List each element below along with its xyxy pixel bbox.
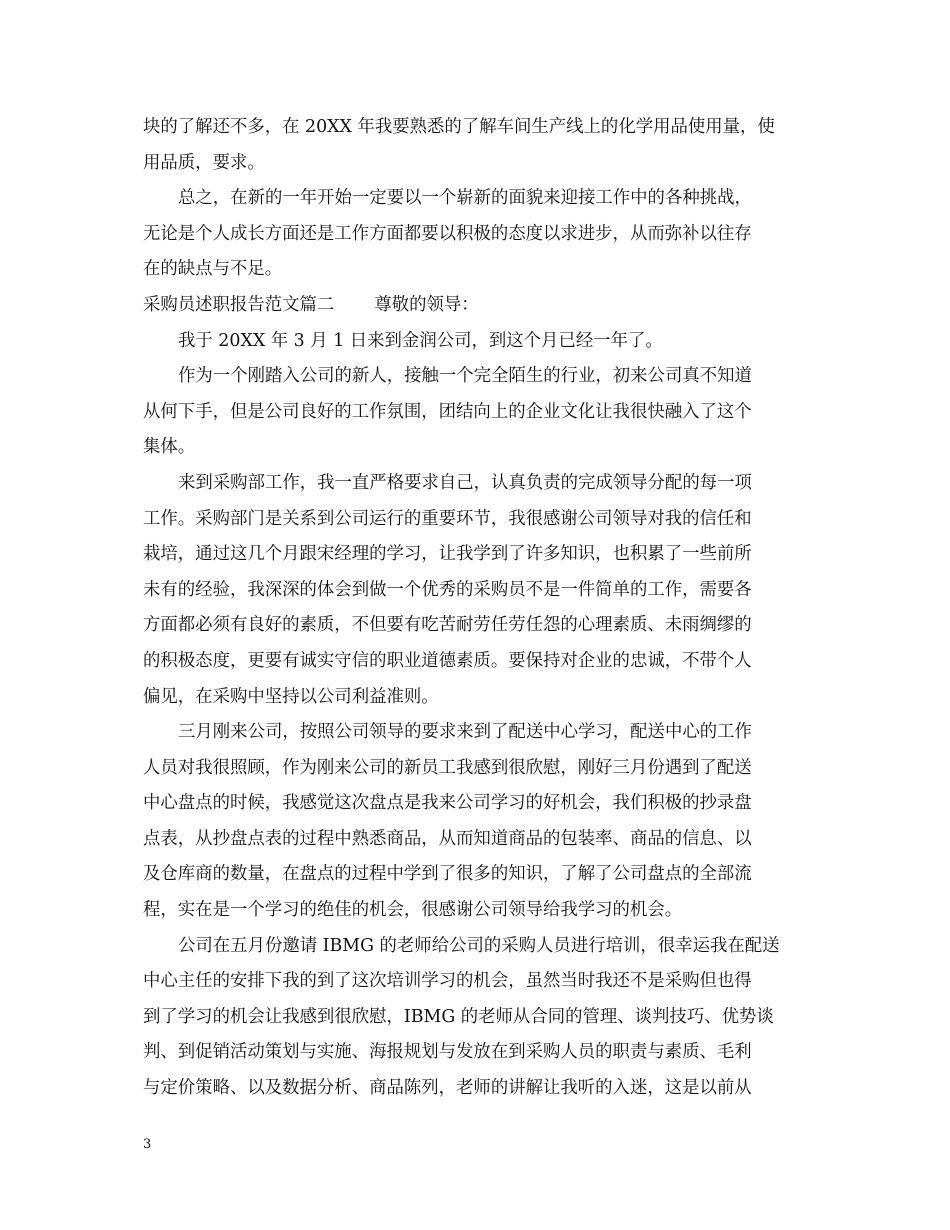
paragraph-line: 在的缺点与不足。: [143, 259, 283, 280]
paragraph-line: 集体。: [143, 437, 196, 458]
paragraph-line: 的积极态度，更要有诚实守信的职业道德素质。要保持对企业的忠诚，不带个人: [143, 650, 752, 671]
paragraph-line: 我于 20XX 年 3 月 1 日来到金润公司，到这个月已经一年了。: [178, 330, 663, 351]
paragraph-line: 用品质，要求。: [143, 152, 265, 173]
paragraph-line: 判、到促销活动策划与实施、海报规划与发放在到采购人员的职责与素质、毛利: [143, 1042, 752, 1063]
paragraph-line: 偏见，在采购中坚持以公司利益准则。: [143, 686, 439, 707]
paragraph-line: 从何下手，但是公司良好的工作氛围，团结向上的企业文化让我很快融入了这个: [143, 401, 752, 422]
paragraph-line: 总之，在新的一年开始一定要以一个崭新的面貌来迎接工作中的各种挑战，: [178, 188, 752, 209]
paragraph-line: 无论是个人成长方面还是工作方面都要以积极的态度以求进步，从而弥补以往存: [143, 223, 752, 244]
paragraph-line: 栽培，通过这几个月跟宋经理的学习，让我学到了许多知识，也积累了一些前所: [143, 544, 752, 565]
paragraph-line: 作为一个刚踏入公司的新人，接触一个完全陌生的行业，初来公司真不知道: [178, 366, 752, 387]
salutation: 尊敬的领导：: [374, 294, 479, 315]
paragraph-line: 公司在五月份邀请 IBMG 的老师给公司的采购人员进行培训，很幸运我在配送: [178, 935, 780, 956]
paragraph-line: 工作。采购部门是关系到公司运行的重要环节，我很感谢公司领导对我的信任和: [143, 508, 752, 529]
paragraph-line: 与定价策略、以及数据分析、商品陈列，老师的讲解让我听的入迷，这是以前从: [143, 1078, 752, 1099]
paragraph-line: 块的了解还不多，在 20XX 年我要熟悉的了解车间生产线上的化学用品使用量，使: [143, 117, 775, 137]
paragraph-line: 及仓库商的数量，在盘点的过程中学到了很多的知识，了解了公司盘点的全部流: [143, 864, 752, 885]
section-title: 采购员述职报告范文篇二: [143, 294, 335, 315]
paragraph-line: 来到采购部工作，我一直严格要求自己，认真负责的完成领导分配的每一项: [178, 472, 752, 493]
paragraph-line: 人员对我很照顾，作为刚来公司的新员工我感到很欣慰，刚好三月份遇到了配送: [143, 757, 752, 778]
paragraph-line: 中心主任的安排下我的到了这次培训学习的机会，虽然当时我还不是采购但也得: [143, 971, 752, 992]
paragraph-line: 点表，从抄盘点表的过程中熟悉商品，从而知道商品的包装率、商品的信息、以: [143, 828, 752, 849]
paragraph-line: 未有的经验，我深深的体会到做一个优秀的采购员不是一件简单的工作，需要各: [143, 579, 752, 600]
section-heading: [143, 288, 807, 324]
page-number: 3: [143, 1137, 152, 1152]
paragraph-line: 程，实在是一个学习的绝佳的机会，很感谢公司领导给我学习的机会。: [143, 900, 683, 921]
paragraph-line: 方面都必须有良好的素质，不但要有吃苦耐劳任劳任怨的心理素质、未雨绸缪的: [143, 615, 752, 636]
document-body: [143, 110, 807, 1107]
paragraph-line: 中心盘点的时候，我感觉这次盘点是我来公司学习的好机会，我们积极的抄录盘: [143, 793, 752, 814]
paragraph-line: 到了学习的机会让我感到很欣慰，IBMG 的老师从合同的管理、谈判技巧、优势谈: [143, 1006, 774, 1027]
paragraph-line: 三月刚来公司，按照公司领导的要求来到了配送中心学习，配送中心的工作: [178, 722, 752, 743]
